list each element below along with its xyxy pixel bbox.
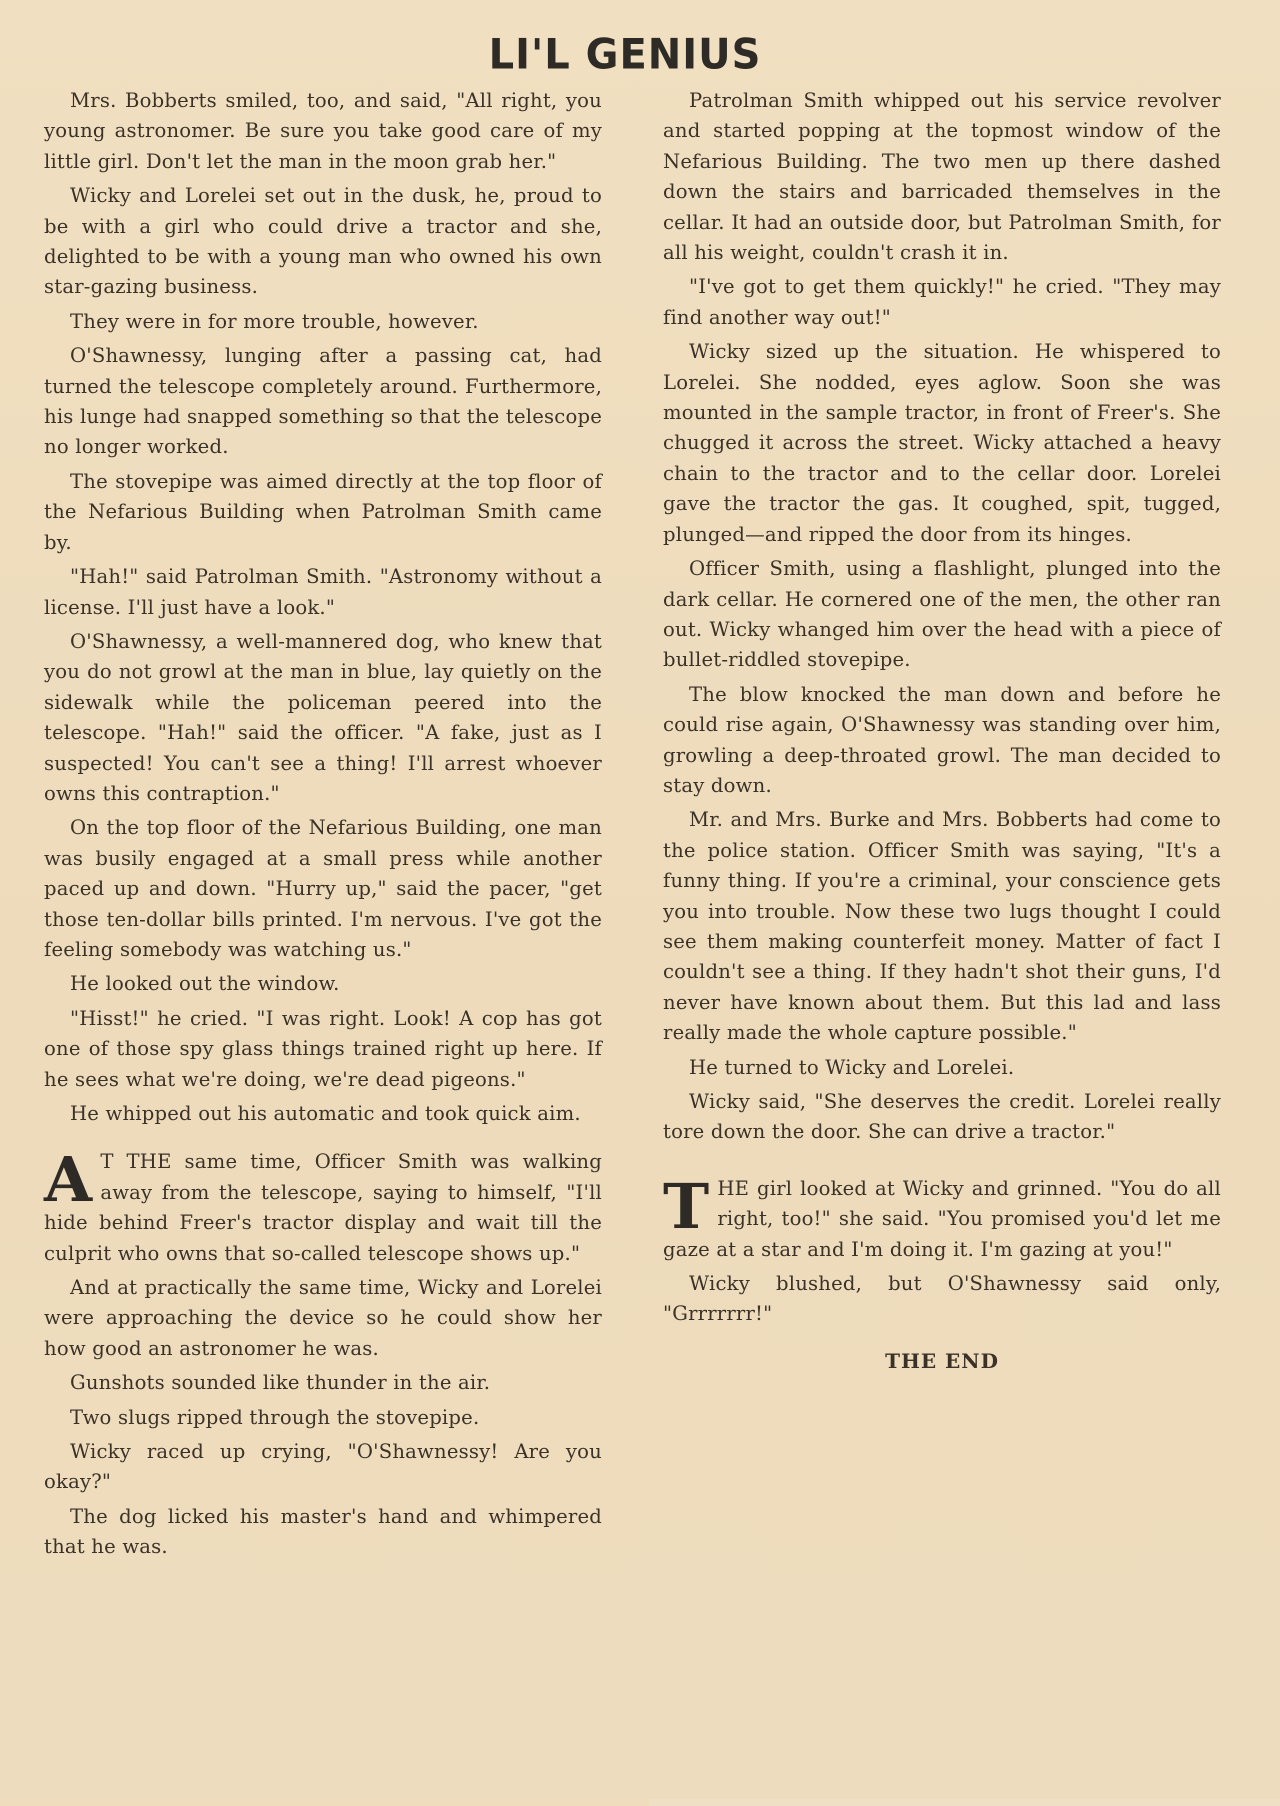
paragraph: Patrolman Smith whipped out his service revolver and started popping at the topmost window of the Nefarious Building. The two men up there dashed down the stairs and barricaded themselves in the cellar. It had an outside door, but Patrolman Smith, for all his weight, couldn't crash it in. [663,89,1221,265]
paragraph: Wicky and Lorelei set out in the dusk, he, proud to be with a girl who could drive a tractor and she, delighted to be with a young man who owned his own star-gazing business. [44,184,602,299]
the-end-label: THE END [885,1348,999,1373]
paragraph: Wicky blushed, but O'Shawnessy said only, "Grrrrrrr!" [663,1272,1221,1326]
paragraph: "Hah!" said Patrolman Smith. "Astronomy without a license. I'll just have a look." [44,565,602,619]
right-column [663,86,1221,1380]
paragraph: And at practically the same time, Wicky and Lorelei were approaching the device so he could show her how good an astronomer he was. [44,1276,602,1360]
paragraph: Two slugs ripped through the stovepipe. [70,1405,480,1429]
section-lead-text: T THE same time, Officer Smith was walking away from the telescope, saying to himself, "I'll hide behind Freer's tractor display and wait till the culprit who owns that so-called telescope shows up." [44,1150,602,1265]
paragraph: Wicky sized up the situation. He whispered to Lorelei. She nodded, eyes aglow. Soon she was mounted in the sample tractor, in front of Freer's. She chugged it across the street. Wicky attached a heavy chain to the tractor and to the cellar door. Lorelei gave the tractor the gas. It coughed, spit, tugged, plunged—and ripped the door from its hinges. [663,340,1221,546]
paragraph: Wicky said, "She deserves the credit. Lorelei really tore down the door. She can drive a tractor." [663,1090,1221,1144]
left-column [44,86,602,1567]
paragraph: He turned to Wicky and Lorelei. [689,1055,1015,1079]
paragraph: Mr. and Mrs. Burke and Mrs. Bobberts had come to the police station. Officer Smith was saying, "It's a funny thing. If you're a criminal, your conscience gets you into trouble. Now these two lugs thought I could see them making counterfeit money. Matter of fact I couldn't see a thing. If they hadn't shot their guns, I'd never have known about them. But this lad and lass really made the whole capture possible." [663,808,1221,1045]
paragraph: The blow knocked the man down and before he could rise again, O'Shawnessy was standing over him, growling a deep-throated growl. The man decided to stay down. [663,682,1221,797]
paragraph: They were in for more trouble, however. [70,309,479,333]
paragraph: O'Shawnessy, lunging after a passing cat, had turned the telescope completely around. Furthermore, his lunge had snapped something so that the telescope no longer worked. [44,344,602,459]
paragraph: Officer Smith, using a flashlight, plunged into the dark cellar. He cornered one of the men, the other ran out. Wicky whanged him over the head with a piece of bullet-riddled stovepipe. [663,557,1221,672]
paragraph: He looked out the window. [70,972,340,996]
paragraph: Wicky raced up crying, "O'Shawnessy! Are you okay?" [44,1440,602,1494]
paragraph: The dog licked his master's hand and whimpered that he was. [44,1504,602,1559]
dropcap-letter: A [44,1143,93,1217]
paragraph: On the top floor of the Nefarious Building, one man was busily engaged at a small press while another paced up and down. "Hurry up," said the pacer, "get those ten-dollar bills printed. I'm nervous. I've got the feeling somebody was watching us." [44,816,602,961]
paragraph: "Hisst!" he cried. "I was right. Look! A cop has got one of those spy glass things trained right up here. If he sees what we're doing, we're dead pigeons." [44,1006,602,1091]
section-lead-paragraph [44,1143,602,1269]
paragraph: Mrs. Bobberts smiled, too, and said, "All right, you young astronomer. Be sure you take good care of my little girl. Don't let the man in the moon grab her." [44,89,602,173]
paragraph: Gunshots sounded like thunder in the air. [70,1371,491,1395]
section-lead-text: HE girl looked at Wicky and grinned. "You do all right, too!" she said. "You promised you'd let me gaze at a star and I'm doing it. I'm gazing at you!" [663,1176,1221,1261]
page-title: LI'L GENIUS [488,30,762,80]
section-lead-paragraph [663,1169,1221,1265]
paragraph: O'Shawnessy, a well-mannered dog, who knew that you do not growl at the man in blue, lay quietly on the sidewalk while the policeman peered into the telescope. "Hah!" said the officer. "A fake, just as I suspected! You can't see a thing! I'll arrest whoever owns this contraption." [44,629,602,805]
paragraph: The stovepipe was aimed directly at the top floor of the Nefarious Building when Patrolman Smith came by. [44,469,602,554]
paragraph: He whipped out his automatic and took quick aim. [70,1102,581,1125]
dropcap-letter: T [663,1169,710,1243]
paragraph: "I've got to get them quickly!" he cried. "They may find another way out!" [663,275,1221,329]
